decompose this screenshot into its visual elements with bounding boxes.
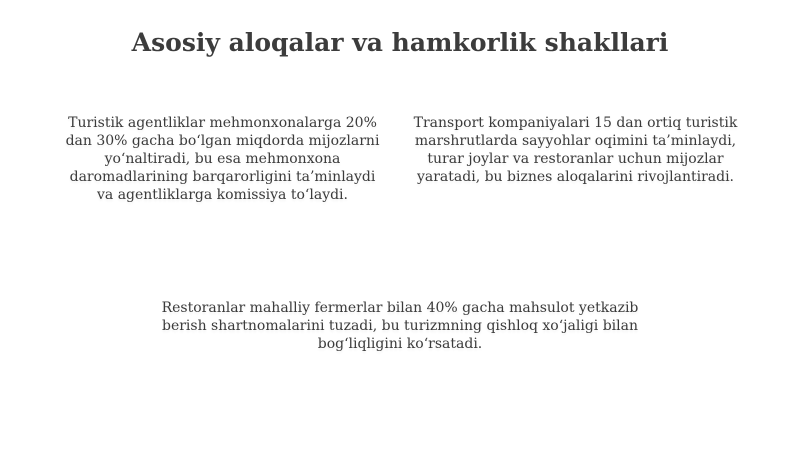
text-block-restaurants — [140, 299, 660, 353]
text-line: daromadlarining barqarorligini ta’minlaydi — [69, 169, 376, 185]
text-line: dan 30% gacha bo‘lgan miqdorda mijozlarni — [65, 133, 380, 149]
slide-title: Asosiy aloqalar va hamkorlik shakllari — [131, 28, 669, 57]
text-line: yo‘naltiradi, bu esa mehmonxona — [104, 151, 341, 167]
text-block-travel-agencies — [40, 114, 405, 204]
text-line: Transport kompaniyalari 15 dan ortiq turistik — [413, 115, 738, 131]
text-line: Turistik agentliklar mehmonxonalarga 20% — [68, 115, 377, 131]
text-line: berish shartnomalarini tuzadi, bu turizmning qishloq xo‘jaligi bilan — [161, 318, 638, 334]
text-line: Restoranlar mahalliy fermerlar bilan 40% gacha mahsulot yetkazib — [161, 300, 639, 316]
text-line: marshrutlarda sayyohlar oqimini ta’minlaydi, — [414, 133, 737, 149]
text-line: va agentliklarga komissiya to‘laydi. — [96, 187, 348, 203]
text-line: turar joylar va restoranlar uchun mijozlar — [427, 151, 724, 167]
text-line: bog‘liqligini ko‘rsatadi. — [317, 336, 483, 352]
text-block-transport-companies — [398, 114, 753, 186]
text-line: yaratadi, bu biznes aloqalarini rivojlantiradi. — [416, 169, 734, 185]
